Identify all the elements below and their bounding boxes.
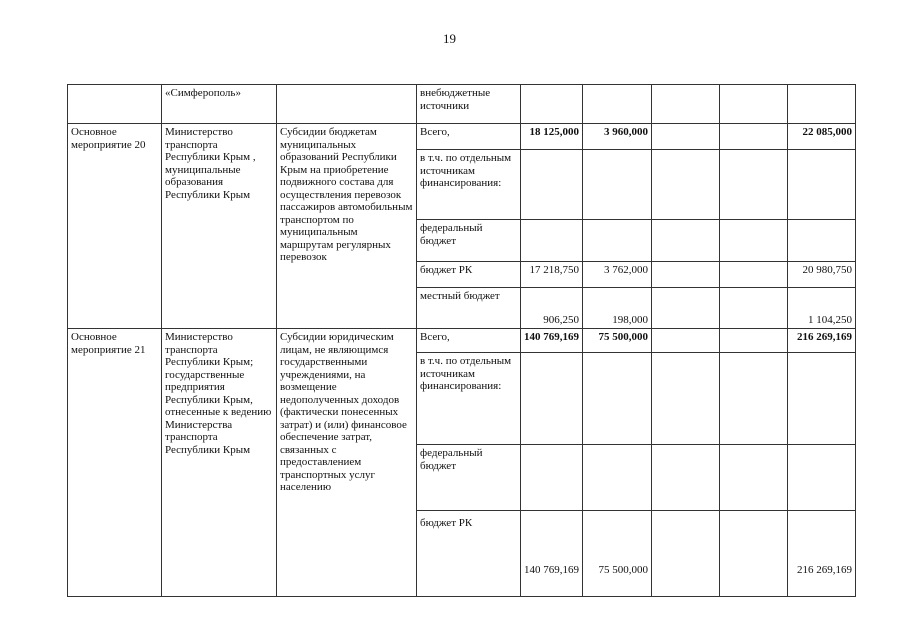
value-cell <box>720 288 788 329</box>
value-cell: 20 980,750 <box>788 262 856 288</box>
funding-source-cell: бюджет РК <box>417 262 521 288</box>
value-cell: 3 762,000 <box>583 262 652 288</box>
description-cell: Субсидии бюджетам муниципальных образований Республики Крым на приобретение подвижного состава для осуществления перевозок пассажиров автомобильным транспортом по муниципальным маршрутам регулярных перевозок <box>277 124 417 329</box>
value-cell <box>583 220 652 262</box>
value-cell <box>652 262 720 288</box>
executor-cell: Министерство транспорта Республики Крым , муниципальные образования Республики Крым <box>162 124 277 329</box>
value-cell <box>652 353 720 445</box>
value-cell <box>521 85 583 124</box>
value-cell <box>788 85 856 124</box>
value-cell <box>521 445 583 511</box>
value-cell <box>720 220 788 262</box>
description-cell <box>277 85 417 124</box>
value-cell: 1 104,250 <box>788 288 856 329</box>
value-cell: 17 218,750 <box>521 262 583 288</box>
value-cell <box>652 329 720 353</box>
value-cell: 198,000 <box>583 288 652 329</box>
value-cell: 3 960,000 <box>583 124 652 150</box>
value-cell: 18 125,000 <box>521 124 583 150</box>
value-cell <box>583 445 652 511</box>
value-cell <box>720 353 788 445</box>
funding-source-cell: федеральный бюджет <box>417 445 521 511</box>
value-cell <box>521 150 583 220</box>
value-cell: 75 500,000 <box>583 511 652 597</box>
funding-source-cell: федеральный бюджет <box>417 220 521 262</box>
value-cell <box>788 445 856 511</box>
value-cell <box>720 445 788 511</box>
table-row <box>68 329 856 353</box>
value-cell <box>720 329 788 353</box>
funding-source-cell: в т.ч. по отдельным источникам финансирования: <box>417 353 521 445</box>
value-cell <box>583 353 652 445</box>
value-cell <box>583 150 652 220</box>
funding-source-cell: Всего, <box>417 124 521 150</box>
value-cell <box>788 353 856 445</box>
executor-cell: «Симферополь» <box>162 85 277 124</box>
value-cell <box>720 85 788 124</box>
value-cell <box>788 220 856 262</box>
value-cell: 22 085,000 <box>788 124 856 150</box>
value-cell: 216 269,169 <box>788 329 856 353</box>
measure-name-cell: Основное мероприятие 21 <box>68 329 162 597</box>
executor-cell: Министерство транспорта Республики Крым; государственные предприятия Республики Крым, отнесенные к ведению Министерства транспорта Республики Крым <box>162 329 277 597</box>
value-cell <box>652 150 720 220</box>
funding-source-cell: бюджет РК <box>417 511 521 597</box>
value-cell <box>652 445 720 511</box>
value-cell <box>720 150 788 220</box>
value-cell <box>720 124 788 150</box>
table-row <box>68 85 856 124</box>
page-number: 19 <box>443 31 456 46</box>
funding-source-cell: в т.ч. по отдельным источникам финансирования: <box>417 150 521 220</box>
value-cell <box>652 124 720 150</box>
measure-name-cell <box>68 85 162 124</box>
measure-name-cell: Основное мероприятие 20 <box>68 124 162 329</box>
budget-table <box>67 84 856 597</box>
value-cell <box>652 220 720 262</box>
funding-source-cell: местный бюджет <box>417 288 521 329</box>
table-row <box>68 124 856 150</box>
value-cell: 216 269,169 <box>788 511 856 597</box>
value-cell <box>788 150 856 220</box>
value-cell: 140 769,169 <box>521 511 583 597</box>
value-cell <box>521 220 583 262</box>
value-cell: 75 500,000 <box>583 329 652 353</box>
value-cell <box>583 85 652 124</box>
value-cell <box>720 262 788 288</box>
value-cell: 906,250 <box>521 288 583 329</box>
funding-source-cell: Всего, <box>417 329 521 353</box>
value-cell <box>652 511 720 597</box>
value-cell <box>720 511 788 597</box>
value-cell <box>652 85 720 124</box>
value-cell <box>652 288 720 329</box>
value-cell: 140 769,169 <box>521 329 583 353</box>
value-cell <box>521 353 583 445</box>
funding-source-cell: внебюджетные источники <box>417 85 521 124</box>
description-cell: Субсидии юридическим лицам, не являющимся государственными учреждениями, на возмещение недополученных доходов (фактически понесенных затрат) и (или) финансовое обеспечение затрат, связанных с предоставлением транспортных услуг населению <box>277 329 417 597</box>
